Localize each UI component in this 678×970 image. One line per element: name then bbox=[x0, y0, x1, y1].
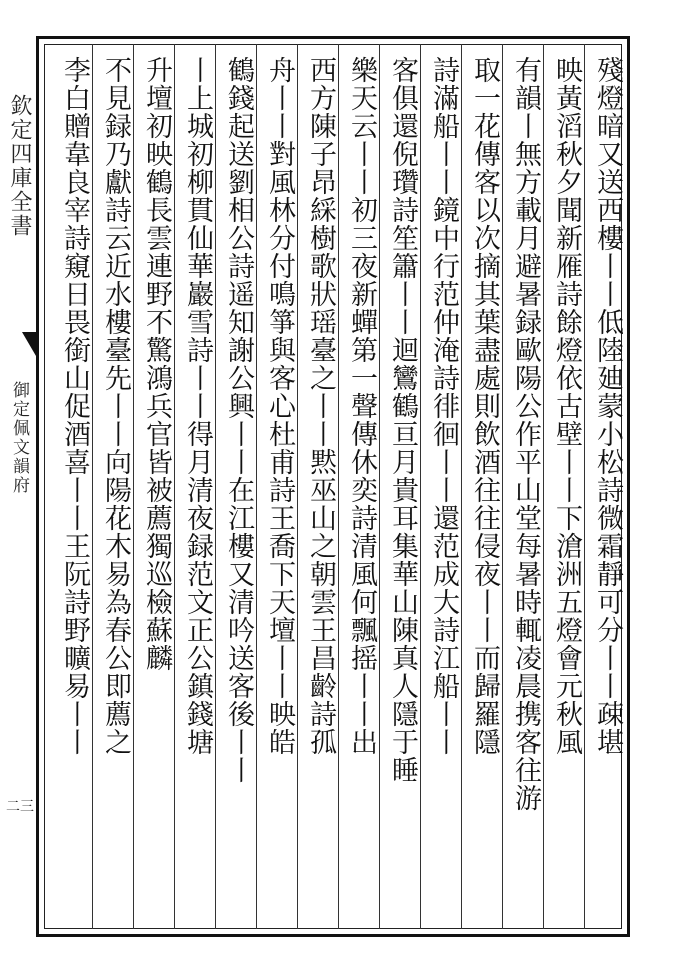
text-column: 取一花傳客以次摘其葉盡處則飲酒往往侵夜丨丨而歸羅隱 bbox=[469, 56, 500, 756]
book-series-title: 欽定四庫全書 bbox=[7, 94, 32, 238]
text-column: 舟丨丨對風林分付鳴箏與客心杜甫詩王喬下天壇丨丨映皓 bbox=[264, 56, 295, 756]
text-column: 西方陳子昂綵樹歌狀瑶臺之丨丨黙巫山之朝雲王昌齡詩孤 bbox=[305, 56, 336, 756]
fold-margin bbox=[0, 36, 36, 937]
text-column: 映黃滔秋夕聞新雁詩餘燈依古壁丨丨下滄洲五燈會元秋風 bbox=[551, 56, 582, 756]
text-column: 鶴錢起送劉相公詩遥知謝公興丨丨在江樓又清吟送客後丨丨 bbox=[223, 56, 254, 784]
text-column: 殘燈暗又送西樓丨丨低陸廸蒙小松詩微霜靜可分丨丨疎堪 bbox=[592, 56, 623, 756]
book-title: 御定佩文韻府 bbox=[9, 381, 29, 495]
text-column: 樂天云丨丨初三夜新蟬第一聲傳休奕詩清風何飄摇丨丨出 bbox=[346, 56, 377, 756]
text-column: 丨上城初柳貫仙華巖雪詩丨丨得月清夜録范文正公鎮錢塘 bbox=[182, 56, 213, 756]
page-number: 二三 bbox=[6, 799, 34, 815]
text-column: 有韻丨無方載月避暑録歐陽公作平山堂每暑時輒凌晨携客往游 bbox=[510, 56, 541, 812]
text-column: 客俱還倪瓚詩笙簫丨丨迴鸞鶴亘月貴耳集華山陳真人隱于睡 bbox=[387, 56, 418, 784]
text-column: 不見録乃獻詩云近水樓臺先丨丨向陽花木易為春公即薦之 bbox=[100, 56, 131, 756]
fish-tail-mark bbox=[22, 332, 36, 356]
text-column: 詩滿船丨丨鏡中行范仲淹詩徘徊丨丨還范成大詩江船丨丨 bbox=[428, 56, 459, 756]
text-column: 升壇初映鶴長雲連野不驚鴻兵官皆被薦獨巡檢蘇麟 bbox=[141, 56, 172, 672]
text-column: 李白贈韋良宰詩窺日畏銜山促酒喜丨丨王阮詩野曠易丨丨 bbox=[59, 56, 90, 756]
